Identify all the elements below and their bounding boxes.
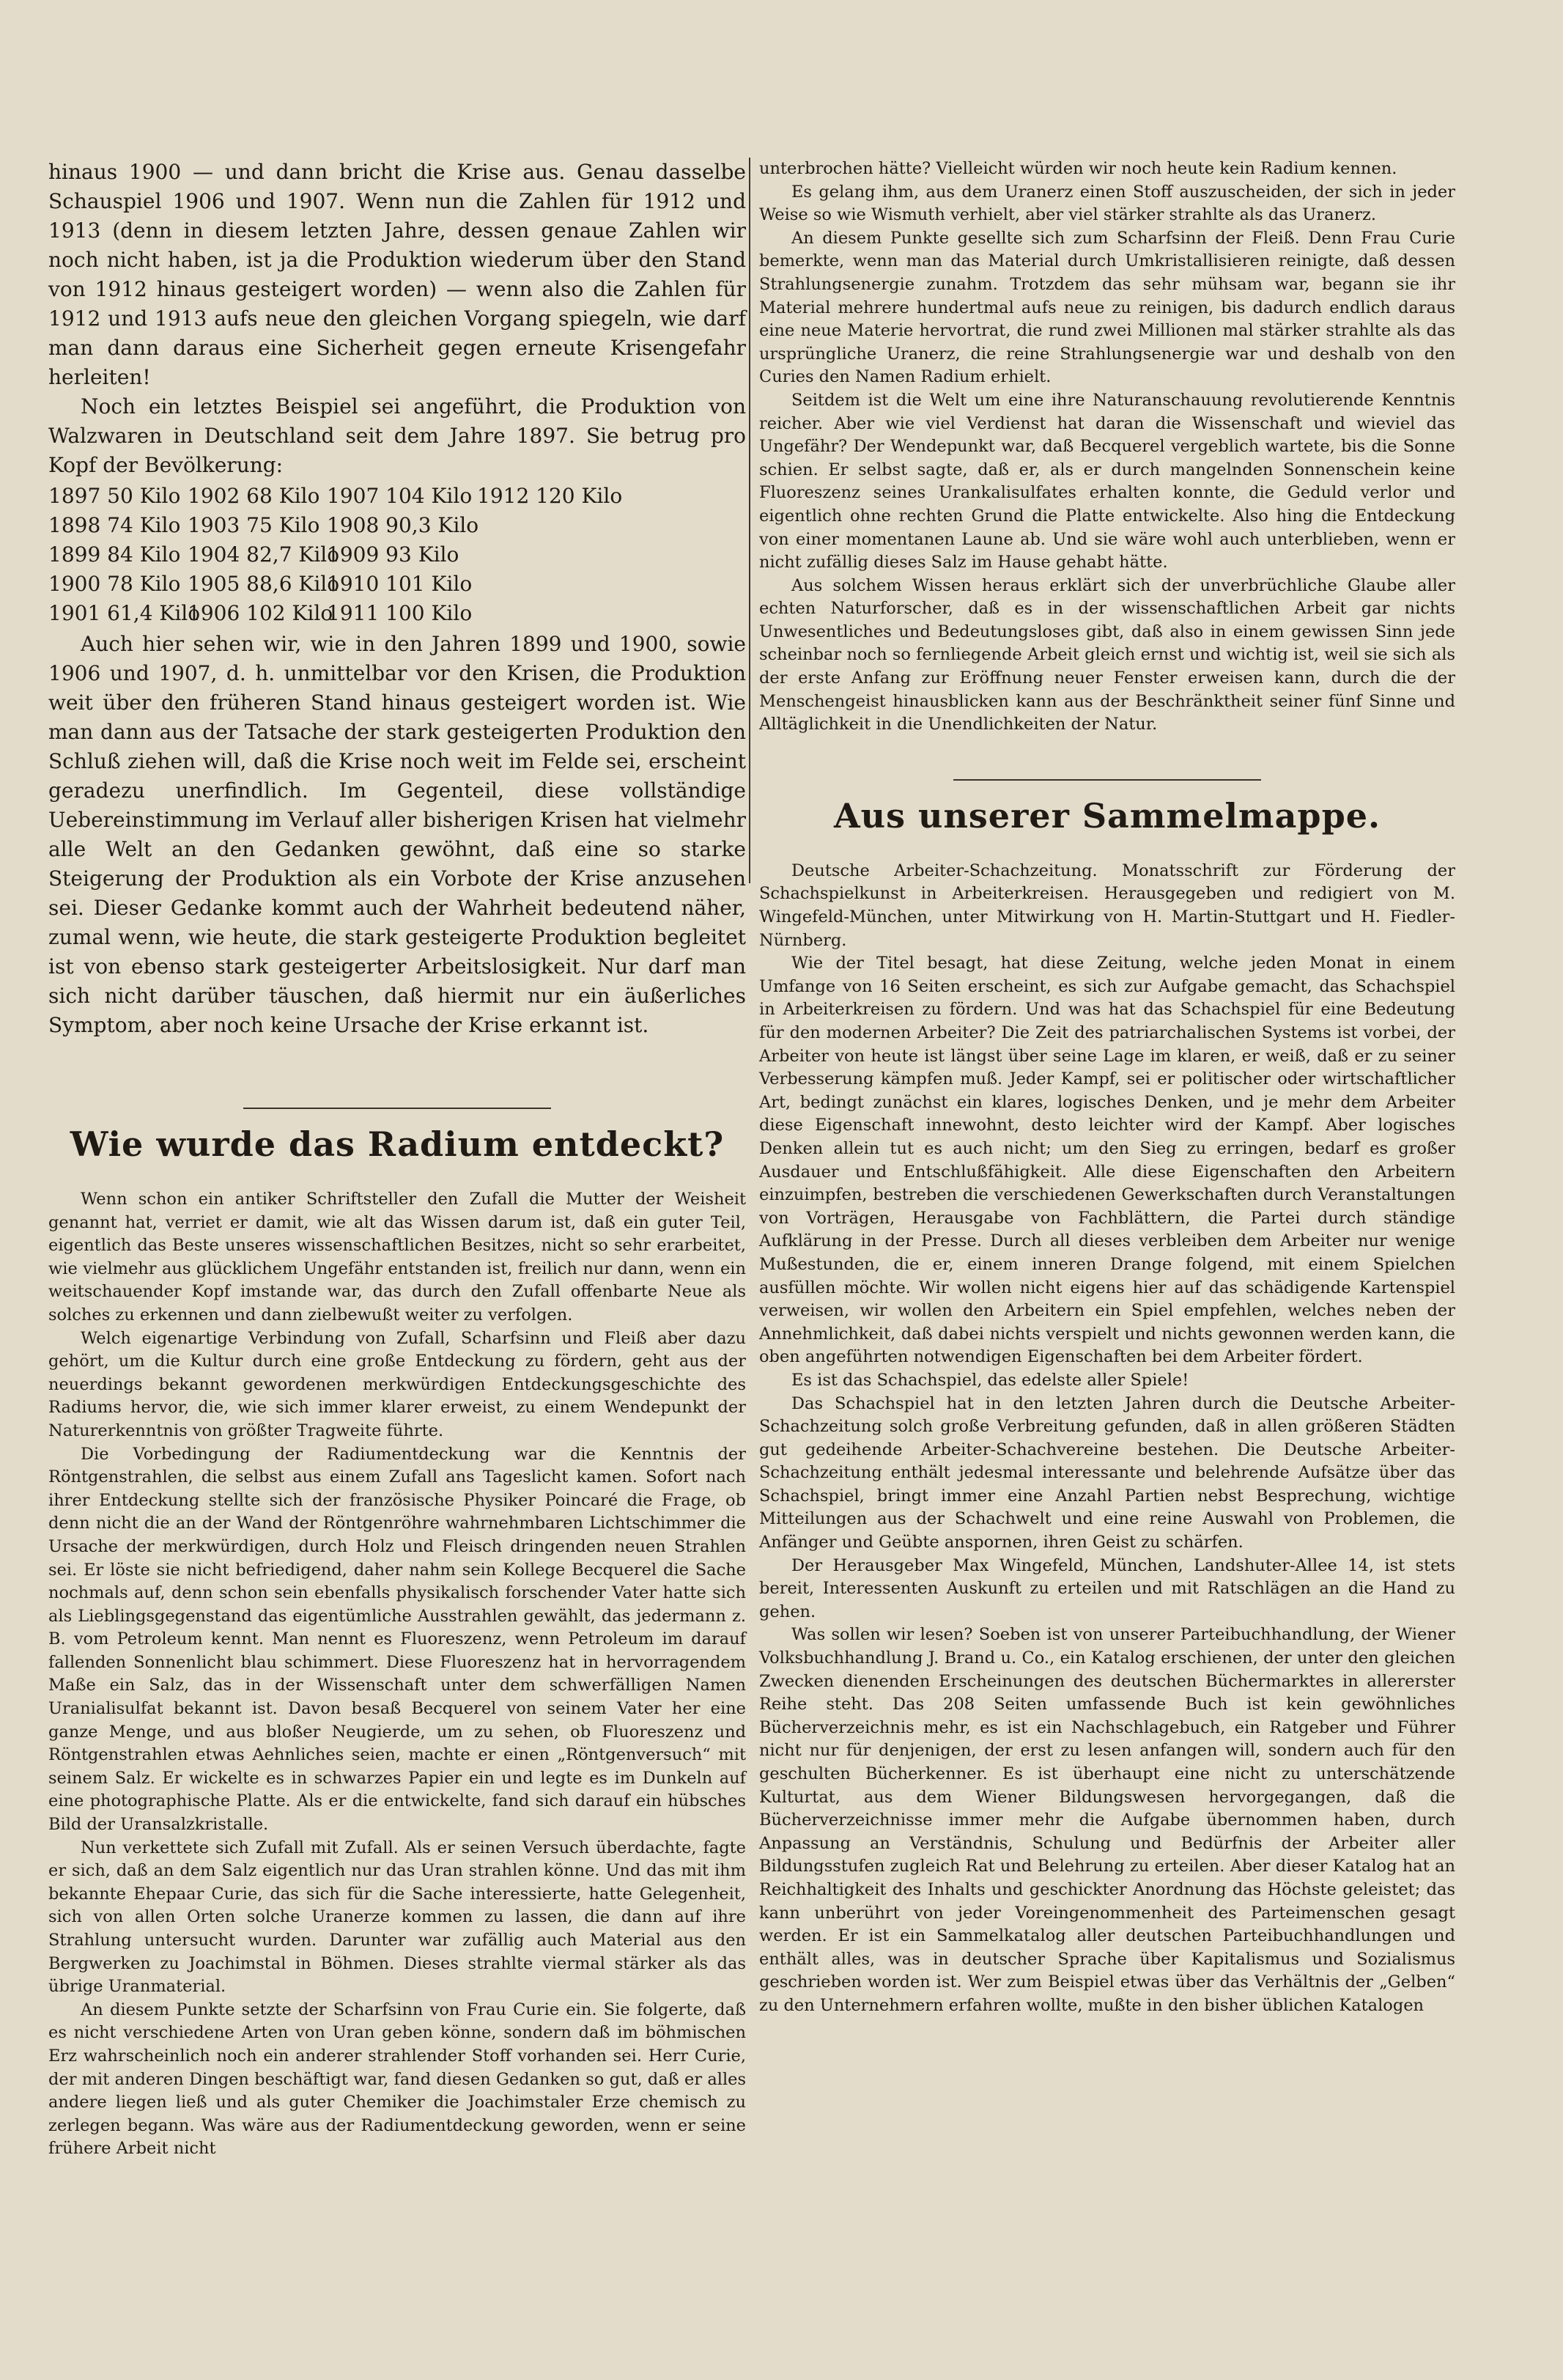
table-row	[48, 540, 746, 570]
sammelmappe-paragraph: Der Herausgeber Max Wingefeld, München, Landshuter-Allee 14, ist stets bereit, Interessenten Auskunft zu erteilen und mit Ratschlägen an die Hand zu gehen.	[759, 1555, 1455, 1621]
sammelmappe-paragraph: Was sollen wir lesen? Soeben ist von unserer Parteibuchhandlung, der Wiener Volksbuchhandlung J. Brand u. Co., ein Katalog erschienen, der unter den gleichen Zwecken dienenden Erscheinungen des deutschen Büchermarktes in allererster Reihe steht. Das 208 Seiten umfassende Buch ist kein gewöhnliches Bücherverzeichnis mehr, es ist ein Nachschlagebuch, ein Ratgeber und Führer nicht nur für denjenigen, der erst zu lesen anfangen will, sondern auch für den geschulten Bücherkenner. Es ist überhaupt eine nicht zu unterschätzende Kulturtat, aus dem Wiener Bildungswesen hervorgegangen, daß die Bücherverzeichnisse immer mehr die Aufgabe übernommen haben, durch Anpassung an Verständnis, Schulung und Bedürfnis der Arbeiter aller Bildungsstufen zugleich Rat und Belehrung zu erteilen. Aber dieser Katalog hat an Reichhaltigkeit des Inhalts und geschickter Anordnung das Höchste geleistet; das kann unberührt von jeder Voreingenommenheit des Parteimenschen gesagt werden. Er ist ein Sammelkatalog aller deutschen Parteibuchhandlungen und enthält alles, was in deutscher Sprache über Kapitalismus und Sozialismus geschrieben worden ist. Wer zum Beispiel etwas über das Verhältnis der „Gelben“ zu den Unternehmern erfahren wollte, mußte in den bisher üblichen Katalogen	[759, 1625, 1455, 2015]
table-row	[48, 570, 746, 599]
table-cell: 1902 68 Kilo	[188, 484, 320, 508]
radium-paragraph: Aus solchem Wissen heraus erklärt sich der unverbrüchliche Glaube aller echten Naturforscher, daß es in der wissenschaftlichen Arbeit gar nichts Unwesentliches und Bedeutungsloses gibt, daß also in einem gewissen Sinn jede scheinbar noch so fernliegende Arbeit gleich ernst und wichtig ist, weil sie sich als der erste Anfang zur Eröffnung neuer Fenster erweisen kann, durch die der Menschengeist hinausblicken kann aus der Beschränktheit seiner fünf Sinne und Alltäglichkeit in die Unendlichkeiten der Natur.	[759, 575, 1455, 734]
table-cell: 1908 90,3 Kilo	[327, 513, 479, 537]
table-cell: 1910 101 Kilo	[327, 572, 473, 596]
sammelmappe-paragraph: Das Schachspiel hat in den letzten Jahren durch die Deutsche Arbeiter-Schachzeitung solch große Verbreitung gefunden, daß in allen größeren Städten gut gedeihende Arbeiter-Schachvereine bestehen. Die Deutsche Arbeiter-Schachzeitung enthält jedesmal interessante und belehrende Aufsätze über das Schachspiel, bringt immer eine Anzahl Partien nebst Besprechung, wichtige Mitteilungen aus der Schachwelt und eine reine Auswahl von Problemen, die Anfänger und Geübte anspornen, ihren Geist zu schärfen.	[759, 1393, 1455, 1552]
table-cell: 1907 104 Kilo	[327, 484, 473, 508]
sammelmappe-paragraph: Es ist das Schachspiel, das edelste aller Spiele!	[791, 1370, 1189, 1390]
radium-paragraph: Welch eigenartige Verbindung von Zufall, Scharfsinn und Fleiß aber dazu gehört, um die Kultur durch eine große Entdeckung zu fördern, geht aus der neuerdings bekannt gewordenen merkwürdigen Entdeckungsgeschichte des Radiums hervor, die, wie sich immer klarer erweist, zu einem Wendepunkt der Naturerkenntnis von größter Tragweite führte.	[48, 1328, 746, 1440]
table-cell: 1901 61,4 Kilo	[48, 601, 201, 625]
radium-paragraph: Wenn schon ein antiker Schriftsteller den Zufall die Mutter der Weisheit genannt hat, verriet er damit, wie alt das Wissen darum ist, daß ein guter Teil, eigentlich das Beste unseres wissenschaftlichen Besitzes, nicht so sehr erarbeitet, wie vielmehr aus glücklichem Ungefähr entstanden ist, freilich nur dann, wenn ein weitschauender Kopf imstande war, das durch den Zufall offenbarte Neue als solches zu erkennen und dann zielbewußt weiter zu verfolgen.	[48, 1190, 746, 1325]
krise-article	[48, 158, 746, 1040]
table-cell	[477, 570, 624, 599]
sammelmappe-paragraph: Wie der Titel besagt, hat diese Zeitung, welche jeden Monat in einem Umfange von 16 Seiten erscheint, es sich zur Aufgabe gemacht, das Schachspiel in Arbeiterkreisen zu fördern. Und was hat das Schachspiel für eine Bedeutung für den modernen Arbeiter? Die Zeit des patriarchalischen Systems ist vorbei, der Arbeiter von heute ist längst über seine Lage im klaren, er weiß, daß er zu seiner Verbesserung kämpfen muß. Jeder Kampf, sei er politischer oder wirtschaftlicher Art, bedingt zunächst ein klares, logisches Denken, und je mehr dem Arbeiter diese Eigenschaft innewohnt, desto leichter wird der Kampf. Aber logisches Denken allein tut es auch nicht; um den Sieg zu erringen, bedarf es großer Ausdauer und Entschlußfähigkeit. Alle diese Eigenschaften den Arbeitern einzuimpfen, bestreben die verschiedenen Gewerkschaften durch Veranstaltungen von Vorträgen, Herausgabe von Fachblättern, die Partei durch ständige Aufklärung in der Presse. Durch all dieses verbleiben dem Arbeiter nur wenige Mußestunden, die er, einem inneren Drange folgend, mit einem Spielchen ausfüllen möchte. Wir wollen nicht eigens hier auf das schädigende Kartenspiel verweisen, wir wollen den Arbeitern ein Spiel empfehlen, welches neben der Annehmlichkeit, daß dabei nichts verspielt und nichts gewonnen werden kann, die oben angeführten notwendigen Eigenschaften bei dem Arbeiter fördert.	[759, 954, 1455, 1367]
table-cell: 1904 82,7 Kilo	[188, 542, 340, 567]
table-cell: 1900 78 Kilo	[48, 572, 181, 596]
table-cell: 1911 100 Kilo	[327, 601, 473, 625]
table-cell	[477, 540, 624, 570]
sammelmappe-section	[759, 860, 1455, 2018]
table-cell: 1905 88,6 Kilo	[188, 572, 340, 596]
left-column	[48, 158, 746, 2161]
walzwaren-table	[48, 482, 746, 628]
sammelmappe-heading: Aus unserer Sammelmappe.	[833, 795, 1381, 836]
sammelmappe-paragraph: Deutsche Arbeiter-Schachzeitung. Monatsschrift zur Förderung der Schachspielkunst in Arbeiterkreisen. Herausgegeben und redigiert von M. Wingefeld-München, unter Mitwirkung von H. Martin-Stuttgart und H. Fiedler-Nürnberg.	[759, 861, 1455, 950]
table-row	[48, 482, 746, 511]
radium-paragraph: Die Vorbedingung der Radiumentdeckung war die Kenntnis der Röntgenstrahlen, die selbst aus einem Zufall ans Tageslicht kamen. Sofort nach ihrer Entdeckung stellte sich der französische Physiker Poincaré die Frage, ob denn nicht die an der Wand der Röntgenröhre wahrnehmbaren Lichtschimmer die Ursache der merkwürdigen, durch Holz und Fleisch dringenden neuen Strahlen sei. Er löste sie nicht befriedigend, daher nahm sein Kollege Becquerel die Sache nochmals auf, denn schon sein ebenfalls physikalisch forschender Vater hatte sich als Lieblingsgegenstand das eigentümliche Ausstrahlen gewählt, das jedermann z. B. vom Petroleum kennt. Man nennt es Fluoreszenz, wenn Petroleum im darauf fallenden Sonnenlicht blau schimmert. Diese Fluoreszenz hat in hervorragendem Maße ein Salz, das in der Wissenschaft unter dem schwerfälligen Namen Uranialisulfat bekannt ist. Davon besaß Becquerel von seinem Vater her eine ganze Menge, und aus bloßer Neugierde, um zu sehen, ob Fluoreszenz und Röntgenstrahlen etwas Aehnliches seien, machte er einen „Röntgenversuch“ mit seinem Salz. Er wickelte es in schwarzes Papier ein und legte es im Dunkeln auf eine photographische Platte. Als er die entwickelte, fand sich darauf ein hübsches Bild der Uransalzkristalle.	[48, 1444, 746, 1835]
table-cell	[477, 511, 624, 540]
column-divider	[749, 158, 750, 883]
radium-paragraph: Nun verkettete sich Zufall mit Zufall. Als er seinen Versuch überdachte, fagte er sich, daß an dem Salz eigentlich nur das Uran strahlen könne. Und das mit ihm bekannte Ehepaar Curie, das sich für die Sache interessierte, hatte Gelegenheit, sich von allen Orten solche Uranerze kommen zu lassen, die dann auf ihre Strahlung untersucht wurden. Darunter war zufällig auch Material aus den Bergwerken zu Joachimstal in Böhmen. Dieses strahlte viermal stärker als das übrige Uranmaterial.	[48, 1838, 746, 1997]
krise-paragraph: Noch ein letztes Beispiel sei angeführt, die Produktion von Walzwaren in Deutschland seit dem Jahre 1897. Sie betrug pro Kopf der Bevölkerung:	[48, 394, 746, 477]
heading-rule	[953, 779, 1261, 781]
section-spacer	[759, 737, 1455, 779]
table-row	[48, 511, 746, 540]
radium-paragraph: An diesem Punkte gesellte sich zum Scharfsinn der Fleiß. Denn Frau Curie bemerkte, wenn man das Material durch Umkristallisieren reinigte, daß dessen Strahlungsenergie zunahm. Trotzdem das sehr mühsam war, begann sie ihr Material mehrere hundertmal aufs neue zu reinigen, bis dadurch endlich daraus eine neue Materie hervortrat, die rund zwei Millionen mal stärker strahlte als das ursprüngliche Uranerz, die reine Strahlungsenergie war und deshalb von den Curies den Namen Radium erhielt.	[759, 228, 1455, 387]
radium-article-continued	[759, 158, 1455, 737]
radium-paragraph: Es gelang ihm, aus dem Uranerz einen Stoff auszuscheiden, der sich in jeder Weise so wie Wismuth verhielt, aber viel stärker strahlte als das Uranerz.	[759, 182, 1455, 225]
radium-paragraph: Seitdem ist die Welt um eine ihre Naturanschauung revolutierende Kenntnis reicher. Aber wie viel Verdienst hat daran die Wissenschaft und wieviel das Ungefähr? Der Wendepunkt war, daß Becquerel vergeblich wartete, bis die Sonne schien. Er selbst sagte, daß er, als er durch mangelnden Sonnenschein keine Fluoreszenz seines Urankalisulfates erhalten konnte, die Geduld verlor und eigentlich ohne rechten Grund die Platte entwickelte. Also hing die Entdeckung von einer momentanen Laune ab. Und sie wäre wohl auch unterblieben, wenn er nicht zufällig dieses Salz im Hause gehabt hätte.	[759, 390, 1455, 572]
table-cell: 1899 84 Kilo	[48, 542, 181, 567]
table-cell: 1909 93 Kilo	[327, 542, 459, 567]
radium-paragraph: unterbrochen hätte? Vielleicht würden wir noch heute kein Radium kennen.	[759, 159, 1397, 178]
krise-paragraph: hinaus 1900 — und dann bricht die Krise aus. Genau dasselbe Schauspiel 1906 und 1907. Wenn nun die Zahlen für 1912 und 1913 (denn in diesem letzten Jahre, dessen genaue Zahlen wir noch nicht haben, ist ja die Produktion wiederum über den Stand von 1912 hinaus gesteigert worden) — wenn also die Zahlen für 1912 und 1913 aufs neue den gleichen Vorgang spiegeln, wie darf man dann daraus eine Sicherheit gegen erneute Krisengefahr herleiten!	[48, 160, 746, 389]
table-cell: 1897 50 Kilo	[48, 484, 181, 508]
table-cell: 1912 120 Kilo	[477, 484, 623, 508]
radium-article	[48, 1188, 746, 2161]
radium-heading: Wie wurde das Radium entdeckt?	[70, 1124, 725, 1164]
krise-paragraph: Auch hier sehen wir, wie in den Jahren 1899 und 1900, sowie 1906 und 1907, d. h. unmittelbar vor den Krisen, die Produktion weit über den früheren Stand hinaus gesteigert worden ist. Wie man dann aus der Tatsache der stark gesteigerten Produktion den Schluß ziehen will, daß die Krise noch weit im Felde sei, erscheint geradezu unerfindlich. Im Gegenteil, diese vollständige Uebereinstimmung im Verlauf aller bisherigen Krisen hat vielmehr alle Welt an den Gedanken gewöhnt, daß eine so starke Steigerung der Produktion als ein Vorbote der Krise anzusehen sei. Dieser Gedanke kommt auch der Wahrheit bedeutend näher, zumal wenn, wie heute, die stark gesteigerte Produktion begleitet ist von ebenso stark gesteigerter Arbeitslosigkeit. Nur darf man sich nicht darüber täuschen, daß hiermit nur ein äußerliches Symptom, aber noch keine Ursache der Krise erkannt ist.	[48, 632, 746, 1037]
section-spacer	[48, 1040, 746, 1108]
table-cell	[477, 599, 624, 628]
radium-paragraph: An diesem Punkte setzte der Scharfsinn von Frau Curie ein. Sie folgerte, daß es nicht verschiedene Arten von Uran geben könne, sondern daß im böhmischen Erz wahrscheinlich noch ein anderer strahlender Stoff vorhanden sei. Herr Curie, der mit anderen Dingen beschäftigt war, fand diesen Gedanken so gut, daß er alles andere liegen ließ und als guter Chemiker die Joachimstaler Erze chemisch zu zerlegen begann. Was wäre aus der Radiumentdeckung geworden, wenn er seine frühere Arbeit nicht	[48, 2000, 746, 2159]
right-column	[759, 158, 1455, 2018]
table-cell: 1903 75 Kilo	[188, 513, 320, 537]
table-cell: 1906 102 Kilo	[188, 601, 333, 625]
table-cell: 1898 74 Kilo	[48, 513, 181, 537]
table-row	[48, 599, 746, 628]
heading-rule	[243, 1108, 551, 1109]
